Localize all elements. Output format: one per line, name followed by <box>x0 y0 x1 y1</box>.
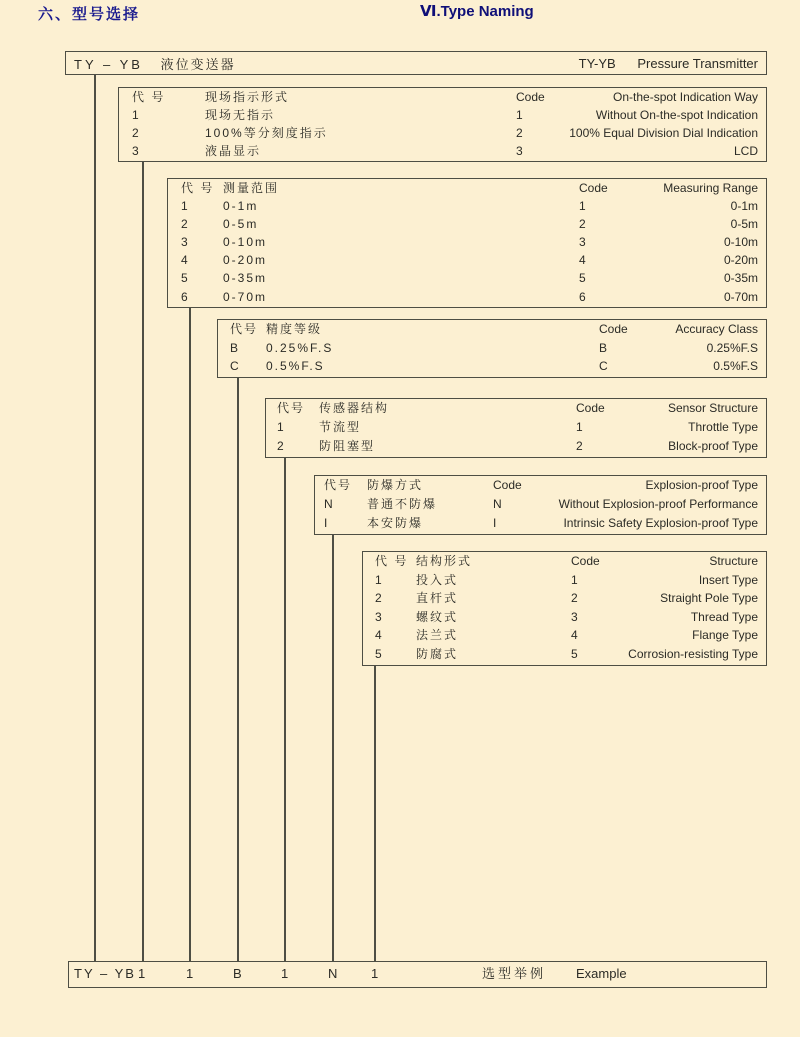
code-cell-en: 2 <box>571 591 578 606</box>
header-code-en: Code <box>599 322 628 336</box>
header-code-cn: 代号 <box>230 322 259 336</box>
code-cell-en: N <box>493 497 502 511</box>
desc-cell-en: 0.5%F.S <box>713 359 758 373</box>
table-row <box>168 233 766 251</box>
table-row <box>168 288 766 306</box>
desc-cell-en: Without Explosion-proof Performance <box>558 497 758 511</box>
table-header-row <box>363 552 766 571</box>
model-header-left <box>74 54 236 73</box>
desc-cell-en: Thread Type <box>690 609 758 624</box>
header-label-en: On-the-spot Indication Way <box>613 90 758 104</box>
table-row <box>168 269 766 287</box>
table-header-row <box>218 320 766 339</box>
code-cell-cn: 1 <box>181 199 188 214</box>
structure-table <box>362 551 767 666</box>
desc-cell-cn: 防阻塞型 <box>319 439 376 453</box>
code-cell-en: 2 <box>576 439 583 453</box>
code-cell-en: 2 <box>579 217 586 232</box>
desc-cell-en: 0-20m <box>723 253 758 268</box>
accuracy-class-table <box>217 319 767 378</box>
header-code-cn: 代号 <box>277 401 306 415</box>
desc-cell-en: Flange Type <box>692 628 758 643</box>
header-code-en: Code <box>571 554 600 568</box>
model-code-en: TY-YB <box>578 55 616 71</box>
header-code-cn: 代 号 <box>132 90 166 104</box>
example-label-cn: 选型举例 <box>482 966 547 981</box>
desc-cell-en: LCD <box>733 144 758 158</box>
connector-line <box>284 457 286 961</box>
code-cell-cn: 5 <box>375 646 382 661</box>
desc-cell-cn: 0-5m <box>223 217 259 232</box>
desc-cell-en: 0-70m <box>723 289 758 304</box>
desc-cell-cn: 法兰式 <box>416 628 459 643</box>
table-row <box>315 495 766 514</box>
desc-cell-cn: 投入式 <box>416 572 459 587</box>
desc-cell-cn: 本安防爆 <box>367 516 424 530</box>
desc-cell-en: Corrosion-resisting Type <box>628 646 758 661</box>
measuring-range-table <box>167 178 767 308</box>
table-header-row <box>168 179 766 197</box>
desc-cell-cn: 0-10m <box>223 235 268 250</box>
code-cell-en: 1 <box>571 572 578 587</box>
header-label-en: Explosion-proof Type <box>645 478 758 492</box>
header-code-en: Code <box>579 181 608 195</box>
table-header-row <box>315 476 766 495</box>
table-row <box>119 124 766 142</box>
sensor-structure-table <box>265 398 767 458</box>
connector-line <box>189 307 191 961</box>
desc-cell-en: 0-5m <box>730 217 758 232</box>
desc-cell-en: 0-35m <box>723 271 758 286</box>
code-cell-cn: 2 <box>132 126 139 140</box>
header-label-cn: 防爆方式 <box>367 478 424 492</box>
header-code-en: Code <box>576 401 605 415</box>
table-row <box>266 437 766 456</box>
example-model: TY – YB <box>74 966 136 981</box>
code-cell-cn: 3 <box>181 235 188 250</box>
desc-cell-en: 0-10m <box>723 235 758 250</box>
code-cell-cn: N <box>324 497 333 511</box>
desc-cell-cn: 0.5%F.S <box>266 359 325 373</box>
model-header-box <box>65 51 767 75</box>
example-label-en: Example <box>576 966 627 981</box>
table-row <box>363 645 766 664</box>
header-label-en: Sensor Structure <box>667 401 758 415</box>
code-cell-cn: 3 <box>132 144 139 158</box>
code-cell-en: I <box>493 516 497 530</box>
code-cell-cn: 4 <box>181 253 188 268</box>
code-cell-en: 3 <box>571 609 578 624</box>
code-cell-cn: 2 <box>181 217 188 232</box>
model-name-cn: 液位变送器 <box>160 56 236 72</box>
table-row <box>363 589 766 608</box>
example-code: B <box>233 966 242 981</box>
connector-line <box>94 75 96 961</box>
desc-cell-en: Straight Pole Type <box>660 591 758 606</box>
table-row <box>168 197 766 215</box>
header-code-cn: 代号 <box>324 478 353 492</box>
code-cell-cn: 5 <box>181 271 188 286</box>
table-row <box>315 514 766 533</box>
code-cell-en: C <box>599 359 608 373</box>
code-cell-en: 4 <box>579 253 586 268</box>
table-row <box>363 608 766 627</box>
desc-cell-en: 0.25%F.S <box>706 340 758 355</box>
code-cell-en: 2 <box>516 126 523 140</box>
code-cell-en: 5 <box>571 646 578 661</box>
explosion-proof-table <box>314 475 767 535</box>
code-cell-cn: C <box>230 359 239 373</box>
desc-cell-cn: 0-70m <box>223 289 268 304</box>
code-cell-cn: 3 <box>375 609 382 624</box>
code-cell-cn: 1 <box>375 572 382 587</box>
table-row <box>119 142 766 160</box>
code-cell-en: 5 <box>579 271 586 286</box>
code-cell-en: 3 <box>579 235 586 250</box>
desc-cell-cn: 防腐式 <box>416 646 459 661</box>
desc-cell-en: 100% Equal Division Dial Indication <box>569 126 758 140</box>
connector-line <box>374 665 376 961</box>
model-code-cn: TY – YB <box>74 56 143 72</box>
table-row <box>266 418 766 437</box>
code-cell-cn: 1 <box>132 108 139 122</box>
table-row <box>218 357 766 376</box>
table-row <box>363 626 766 645</box>
header-label-cn: 现场指示形式 <box>205 90 290 104</box>
desc-cell-cn: 液晶显示 <box>205 144 262 158</box>
header-label-en: Accuracy Class <box>675 322 758 336</box>
header-label-cn: 结构形式 <box>416 554 473 568</box>
table-row <box>168 251 766 269</box>
table-row <box>119 106 766 124</box>
code-cell-cn: 4 <box>375 628 382 643</box>
code-cell-en: 3 <box>516 144 523 158</box>
table-row <box>363 571 766 590</box>
connector-line <box>237 377 239 961</box>
desc-cell-en: Throttle Type <box>688 420 758 434</box>
connector-line <box>142 161 144 961</box>
header-label-cn: 传感器结构 <box>319 401 390 415</box>
example-code: 1 <box>138 966 146 981</box>
header-label-en: Structure <box>709 554 758 568</box>
desc-cell-cn: 0-35m <box>223 271 268 286</box>
header-label-en: Measuring Range <box>663 181 758 195</box>
desc-cell-cn: 0-20m <box>223 253 268 268</box>
example-code: N <box>328 966 338 981</box>
header-label-cn: 测量范围 <box>223 181 280 195</box>
table-header-row <box>266 399 766 418</box>
desc-cell-cn: 普通不防爆 <box>367 497 438 511</box>
code-cell-en: B <box>599 340 608 355</box>
header-code-en: Code <box>516 90 545 104</box>
code-cell-cn: B <box>230 340 239 355</box>
table-row <box>168 215 766 233</box>
code-cell-cn: 2 <box>375 591 382 606</box>
desc-cell-cn: 0.25%F.S <box>266 340 334 355</box>
header-code-en: Code <box>493 478 522 492</box>
desc-cell-en: Intrinsic Safety Explosion-proof Type <box>563 516 758 530</box>
code-cell-en: 1 <box>576 420 583 434</box>
code-cell-cn: 2 <box>277 439 284 453</box>
desc-cell-cn: 0-1m <box>223 199 259 214</box>
desc-cell-cn: 现场无指示 <box>205 108 276 122</box>
desc-cell-en: Block-proof Type <box>668 439 758 453</box>
page-title-chinese: 六、型号选择 <box>38 6 141 23</box>
code-cell-en: 6 <box>579 289 586 304</box>
code-cell-cn: I <box>324 516 328 530</box>
indication-way-table <box>118 87 767 162</box>
desc-cell-en: 0-1m <box>730 199 758 214</box>
code-cell-cn: 6 <box>181 289 188 304</box>
model-name-en: Pressure Transmitter <box>637 55 758 71</box>
connector-line <box>332 534 334 961</box>
desc-cell-cn: 直杆式 <box>416 591 459 606</box>
desc-cell-cn: 螺纹式 <box>416 609 459 624</box>
example-code: 1 <box>371 966 379 981</box>
code-cell-cn: 1 <box>277 420 284 434</box>
page-title-english: Ⅵ.Type Naming <box>420 3 534 20</box>
example-code: 1 <box>281 966 289 981</box>
header-code-cn: 代 号 <box>181 181 215 195</box>
code-cell-en: 4 <box>571 628 578 643</box>
header-label-cn: 精度等级 <box>266 322 323 336</box>
table-header-row <box>119 88 766 106</box>
header-code-cn: 代 号 <box>375 554 409 568</box>
desc-cell-en: Insert Type <box>698 572 758 587</box>
code-cell-en: 1 <box>516 108 523 122</box>
example-code: 1 <box>186 966 194 981</box>
table-row <box>218 339 766 358</box>
desc-cell-cn: 节流型 <box>319 420 362 434</box>
example-box <box>68 961 767 988</box>
code-cell-en: 1 <box>579 199 586 214</box>
model-header-right <box>561 56 758 71</box>
desc-cell-cn: 100%等分刻度指示 <box>205 126 328 140</box>
desc-cell-en: Without On-the-spot Indication <box>595 108 758 122</box>
